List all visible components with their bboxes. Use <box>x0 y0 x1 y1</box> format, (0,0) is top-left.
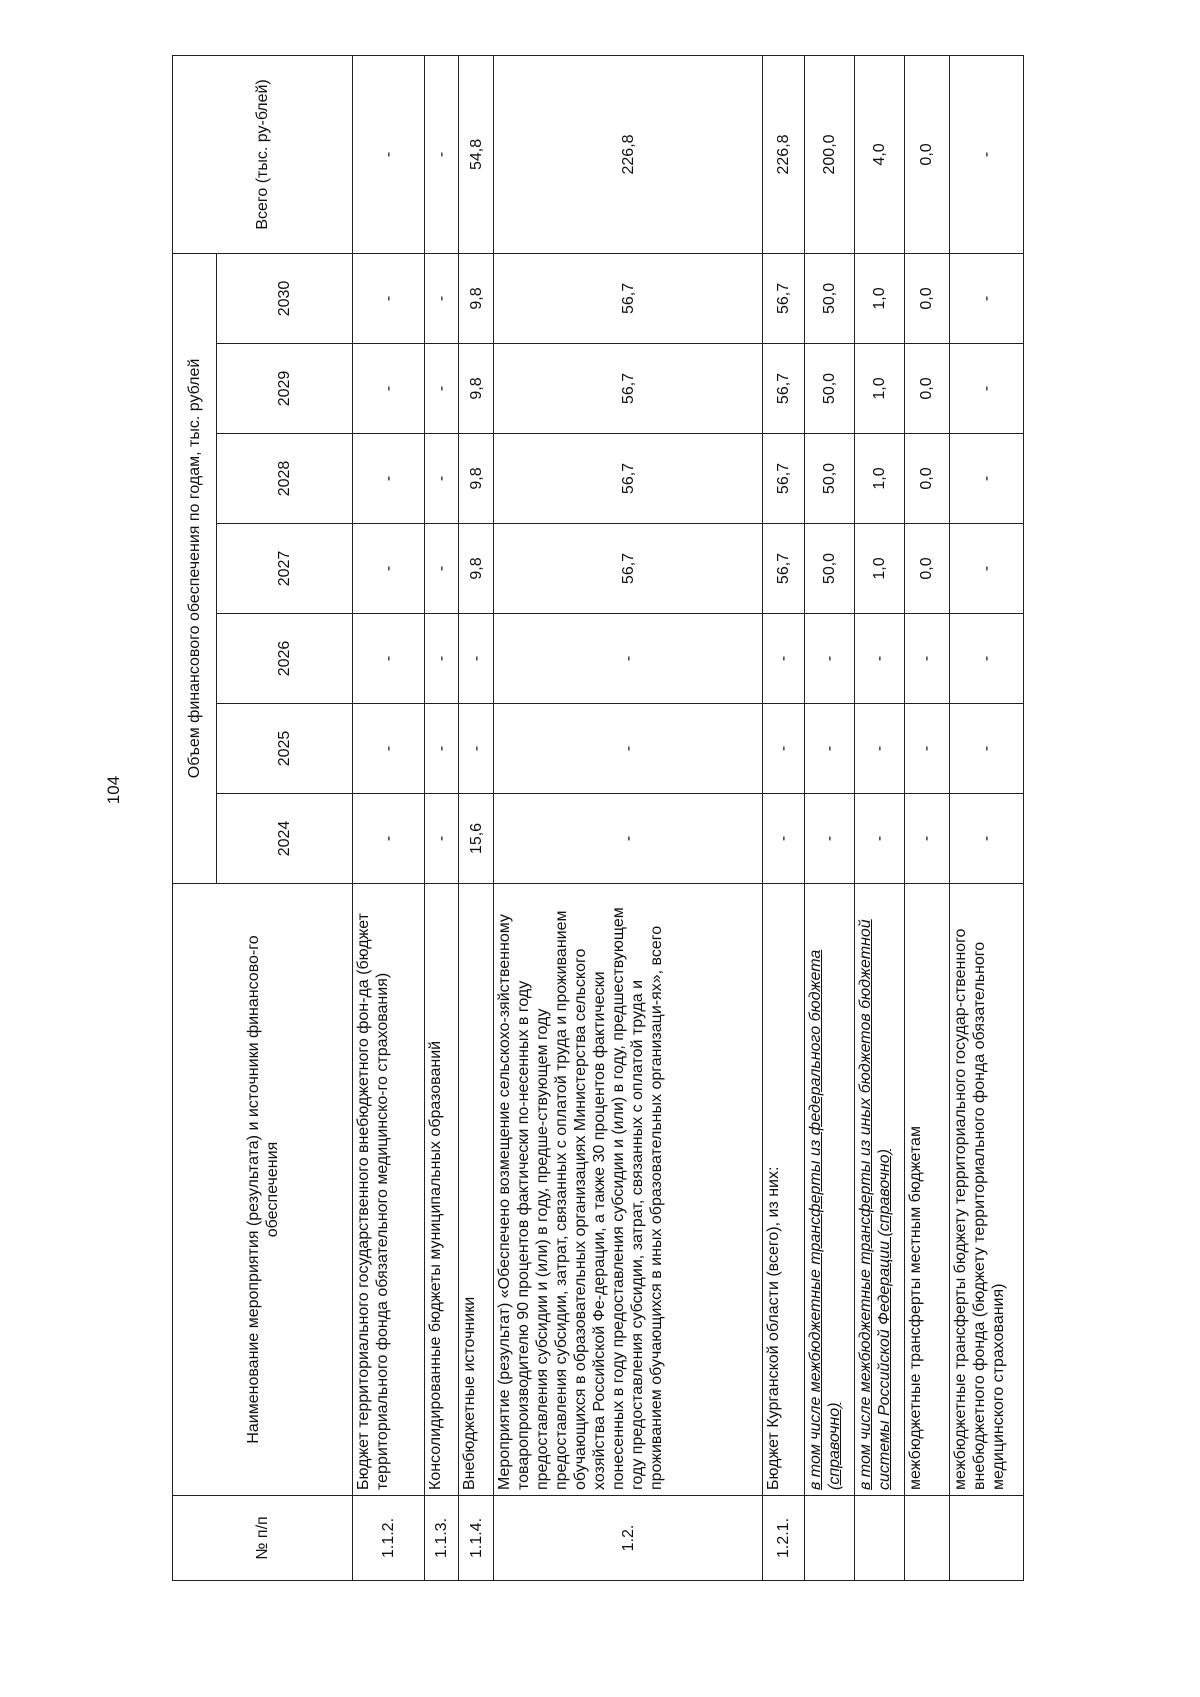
row-value: - <box>459 614 494 704</box>
header-total: Всего (тыс. ру-блей) <box>173 55 353 253</box>
header-num: № п/п <box>173 1496 353 1581</box>
row-value: - <box>424 704 459 794</box>
row-value: 56,7 <box>494 253 763 343</box>
row-value: 0,0 <box>904 434 950 524</box>
header-year: 2028 <box>217 434 353 524</box>
row-value: - <box>950 704 1024 794</box>
row-value: - <box>854 794 904 884</box>
row-value: 50,0 <box>804 524 854 614</box>
rotated-table-container <box>172 56 1024 1581</box>
header-year: 2026 <box>217 614 353 704</box>
row-value: 0,0 <box>904 344 950 434</box>
row-value: - <box>353 794 425 884</box>
row-value: 56,7 <box>763 253 804 343</box>
row-value: - <box>950 614 1024 704</box>
header-name: Наименование мероприятия (результата) и источники финансово-го обеспечения <box>173 884 353 1496</box>
table-row <box>424 55 459 1580</box>
row-value: 9,8 <box>459 253 494 343</box>
row-value: 50,0 <box>804 253 854 343</box>
table-row <box>353 55 425 1580</box>
row-value: 56,7 <box>763 434 804 524</box>
row-total: 54,8 <box>459 55 494 253</box>
row-value: 1,0 <box>854 524 904 614</box>
row-value: 9,8 <box>459 524 494 614</box>
row-number <box>950 1496 1024 1581</box>
table-row <box>854 55 904 1580</box>
row-value: 56,7 <box>763 344 804 434</box>
row-value: - <box>353 704 425 794</box>
row-number: 1.2. <box>494 1496 763 1581</box>
table-body <box>353 55 1024 1580</box>
row-name: Консолидированные бюджеты муниципальных образований <box>424 884 459 1496</box>
row-value: - <box>854 614 904 704</box>
row-value: - <box>904 794 950 884</box>
table-row <box>904 55 950 1580</box>
row-value: 50,0 <box>804 344 854 434</box>
row-number: 1.1.2. <box>353 1496 425 1581</box>
row-name: Бюджет территориального государственного внебюджетного фон-да (бюджет территориального фонда обязательного медицинско-го страхования) <box>353 884 425 1496</box>
header-year: 2029 <box>217 344 353 434</box>
row-value: - <box>950 253 1024 343</box>
row-value: - <box>494 614 763 704</box>
row-value: - <box>424 344 459 434</box>
row-value: - <box>424 253 459 343</box>
row-value: - <box>459 704 494 794</box>
row-value: 0,0 <box>904 524 950 614</box>
row-value: - <box>424 434 459 524</box>
row-value: 1,0 <box>854 253 904 343</box>
row-value: - <box>763 704 804 794</box>
row-value: - <box>804 794 854 884</box>
row-value: 15,6 <box>459 794 494 884</box>
row-value: - <box>763 614 804 704</box>
row-value: 1,0 <box>854 434 904 524</box>
row-value: 56,7 <box>763 524 804 614</box>
row-name: Мероприятие (результат) «Обеспечено возмещение сельскохо-зяйственному товаропроизводителю 90 процентов фактически по-несенных в году предоставления субсидии и (или) в году, предше-ствующем году предоставления субсидии, затрат, связанных с оплатой труда и проживанием обучающихся в образовательных организациях Министерства сельского хозяйства Российской Фе-дерации, а также 30 процентов фактически понесенных в году предоставления субсидии и (или) в году, предшествующем году предоставления субсидии, затрат, связанных с оплатой труда и проживанием обучающихся в иных образовательных организаци-ях», всего <box>494 884 763 1496</box>
row-value: 9,8 <box>459 434 494 524</box>
row-value: 56,7 <box>494 344 763 434</box>
row-name: Бюджет Курганской области (всего), из них: <box>763 884 804 1496</box>
row-value: - <box>353 344 425 434</box>
row-number: 1.1.3. <box>424 1496 459 1581</box>
row-value: - <box>950 434 1024 524</box>
row-value: - <box>424 614 459 704</box>
row-value: - <box>353 524 425 614</box>
row-value: - <box>494 794 763 884</box>
header-row-top <box>173 55 217 1580</box>
row-value: 0,0 <box>904 253 950 343</box>
header-financing-group: Объем финансового обеспечения по годам, тыс. рублей <box>173 253 217 883</box>
header-year: 2024 <box>217 794 353 884</box>
row-number <box>804 1496 854 1581</box>
page-number: 104 <box>104 775 123 805</box>
row-value: 56,7 <box>494 524 763 614</box>
row-name: межбюджетные трансферты бюджету территориального государ-ственного внебюджетного фонда (бюджету территориального фонда обязательного медицинского страхования) <box>950 884 1024 1496</box>
table-row <box>763 55 804 1580</box>
row-name: межбюджетные трансферты местным бюджетам <box>904 884 950 1496</box>
row-value: - <box>950 794 1024 884</box>
row-value: - <box>763 794 804 884</box>
row-total: 226,8 <box>763 55 804 253</box>
row-number <box>854 1496 904 1581</box>
row-number: 1.1.4. <box>459 1496 494 1581</box>
row-name: Внебюджетные источники <box>459 884 494 1496</box>
row-value: - <box>804 614 854 704</box>
header-year: 2030 <box>217 253 353 343</box>
row-total: 4,0 <box>854 55 904 253</box>
table-row <box>950 55 1024 1580</box>
table-row <box>494 55 763 1580</box>
row-value: - <box>424 794 459 884</box>
table-row <box>459 55 494 1580</box>
row-value: - <box>424 524 459 614</box>
row-total: - <box>353 55 425 253</box>
header-year: 2025 <box>217 704 353 794</box>
row-total: - <box>424 55 459 253</box>
row-value: - <box>904 614 950 704</box>
table-row <box>804 55 854 1580</box>
row-value: - <box>950 524 1024 614</box>
row-total: 0,0 <box>904 55 950 253</box>
row-number <box>904 1496 950 1581</box>
row-total: 200,0 <box>804 55 854 253</box>
row-value: - <box>804 704 854 794</box>
financing-table <box>172 55 1024 1581</box>
row-value: - <box>353 614 425 704</box>
row-number: 1.2.1. <box>763 1496 804 1581</box>
row-value: 9,8 <box>459 344 494 434</box>
row-value: - <box>353 253 425 343</box>
row-value: - <box>950 344 1024 434</box>
row-value: 1,0 <box>854 344 904 434</box>
header-year: 2027 <box>217 524 353 614</box>
row-total: - <box>950 55 1024 253</box>
row-value: - <box>353 434 425 524</box>
row-value: - <box>904 704 950 794</box>
row-name: в том числе межбюджетные трансферты из иных бюджетов бюджетной системы Российской Федерации (справочно) <box>854 884 904 1496</box>
row-value: - <box>494 704 763 794</box>
row-value: 50,0 <box>804 434 854 524</box>
row-total: 226,8 <box>494 55 763 253</box>
row-value: 56,7 <box>494 434 763 524</box>
row-value: - <box>854 704 904 794</box>
row-name: в том числе межбюджетные трансферты из федерального бюджета (справочно) <box>804 884 854 1496</box>
